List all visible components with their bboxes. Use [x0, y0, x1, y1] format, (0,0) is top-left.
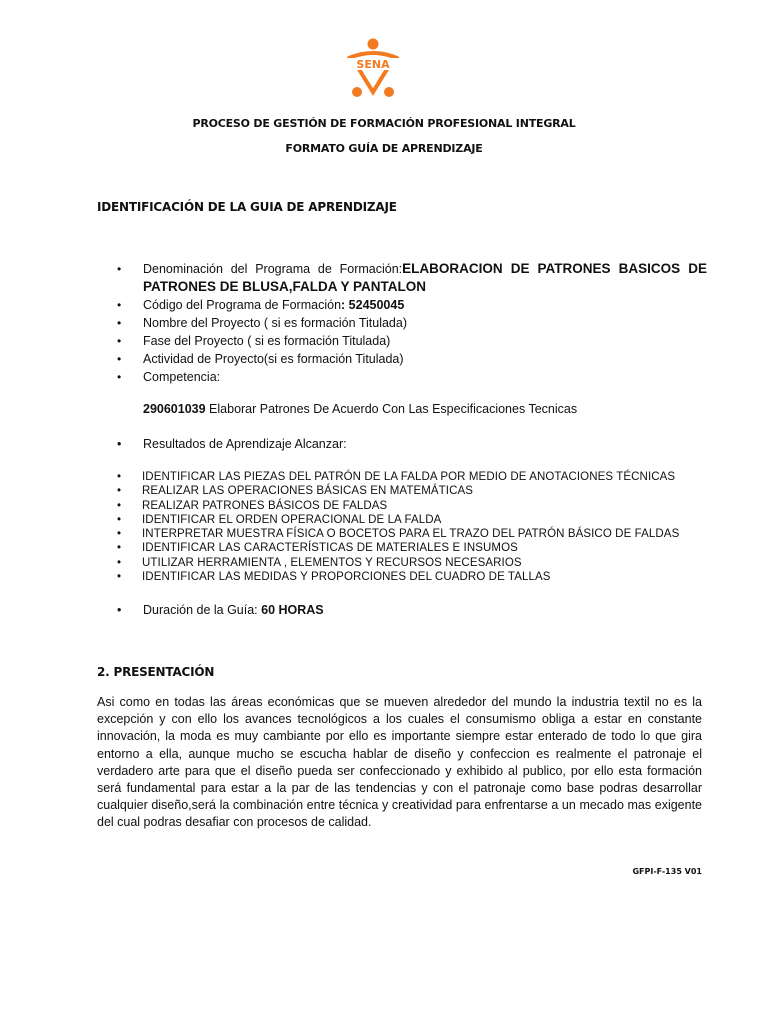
bullet: • — [117, 603, 122, 617]
code-label: Código del Programa de Formación — [143, 298, 342, 312]
results-label: Resultados de Aprendizaje Alcanzar: — [143, 437, 347, 451]
result-item: • IDENTIFICAR LAS CARACTERÍSTICAS DE MATERIALES E INSUMOS — [97, 541, 679, 555]
list-item-project-name: • Nombre del Proyecto ( si es formación Titulada) — [97, 314, 707, 332]
list-item-competence: • Competencia: — [97, 368, 707, 386]
list-item-code — [97, 296, 707, 314]
result-item: • IDENTIFICAR LAS PIEZAS DEL PATRÓN DE LA FALDA POR MEDIO DE ANOTACIONES TÉCNICAS — [97, 470, 679, 484]
competence-line — [143, 402, 577, 416]
document-code: GFPI-F-135 V01 — [632, 867, 702, 876]
result-item: • UTILIZAR HERRAMIENTA , ELEMENTOS Y RECURSOS NECESARIOS — [97, 556, 679, 570]
sena-logo-icon — [343, 36, 403, 102]
format-title: FORMATO GUÍA DE APRENDIZAJE — [285, 142, 483, 155]
list-item-program — [97, 260, 707, 296]
result-item: • INTERPRETAR MUESTRA FÍSICA O BOCETOS PARA EL TRAZO DEL PATRÓN BÁSICO DE FALDAS — [97, 527, 679, 541]
result-item: • IDENTIFICAR EL ORDEN OPERACIONAL DE LA FALDA — [97, 513, 679, 527]
result-item: • IDENTIFICAR LAS MEDIDAS Y PROPORCIONES DEL CUADRO DE TALLAS — [97, 570, 679, 584]
bullet: • — [117, 437, 122, 451]
presentation-paragraph: Asi como en todas las áreas económicas que se mueven alrededor del mundo la industria textil no es la excepción y con ello los avances tecnológicos a los cuales el consumismo obliga a estar en constante innovación, la moda es muy cambiante por ello es importante siempre estar enterado de todo lo que gira entorno a ella, aunque mucho se escucha hablar de diseño y confeccion es realmente el patronaje el verdadero arte para que el diseño pueda ser confeccionado y exhibido al publico, por ello esta formación será fundamental para estar a la par de las tendencias y con el patronaje como base podras desarrollar cualquier diseño,será la combinación entre técnica y creatividad para enfrentarse a un mecado mas exigente del cual podras desafiar con procesos de calidad. — [97, 695, 702, 830]
logo-text: SENA — [356, 58, 390, 71]
results-list — [97, 470, 679, 584]
competence-text: Elaborar Patrones De Acuerdo Con Las Especificaciones Tecnicas — [205, 402, 578, 416]
identification-list — [97, 260, 707, 386]
section-identification-title: IDENTIFICACIÓN DE LA GUIA DE APRENDIZAJE — [97, 200, 397, 214]
result-item: • REALIZAR PATRONES BÁSICOS DE FALDAS — [97, 499, 679, 513]
program-value: ELABORACION DE PATRONES BASICOS DE PATRONES DE BLUSA,FALDA Y PANTALON — [143, 261, 707, 294]
result-item: • REALIZAR LAS OPERACIONES BÁSICAS EN MATEMÁTICAS — [97, 484, 679, 498]
list-item-project-activity: • Actividad de Proyecto(si es formación Titulada) — [97, 350, 707, 368]
program-label: Denominación del Programa de Formación: — [143, 262, 403, 276]
duration-label: Duración de la Guía: — [143, 603, 262, 617]
duration-text — [143, 603, 324, 617]
competence-code: 290601039 — [143, 402, 206, 416]
code-value: : 52450045 — [341, 298, 405, 312]
duration-value: 60 HORAS — [261, 603, 324, 617]
section-presentation-title: 2. PRESENTACIÓN — [97, 665, 215, 679]
process-title: PROCESO DE GESTIÓN DE FORMACIÓN PROFESIONAL INTEGRAL — [192, 117, 576, 130]
sena-logo — [343, 36, 403, 102]
list-item-project-phase: • Fase del Proyecto ( si es formación Titulada) — [97, 332, 707, 350]
